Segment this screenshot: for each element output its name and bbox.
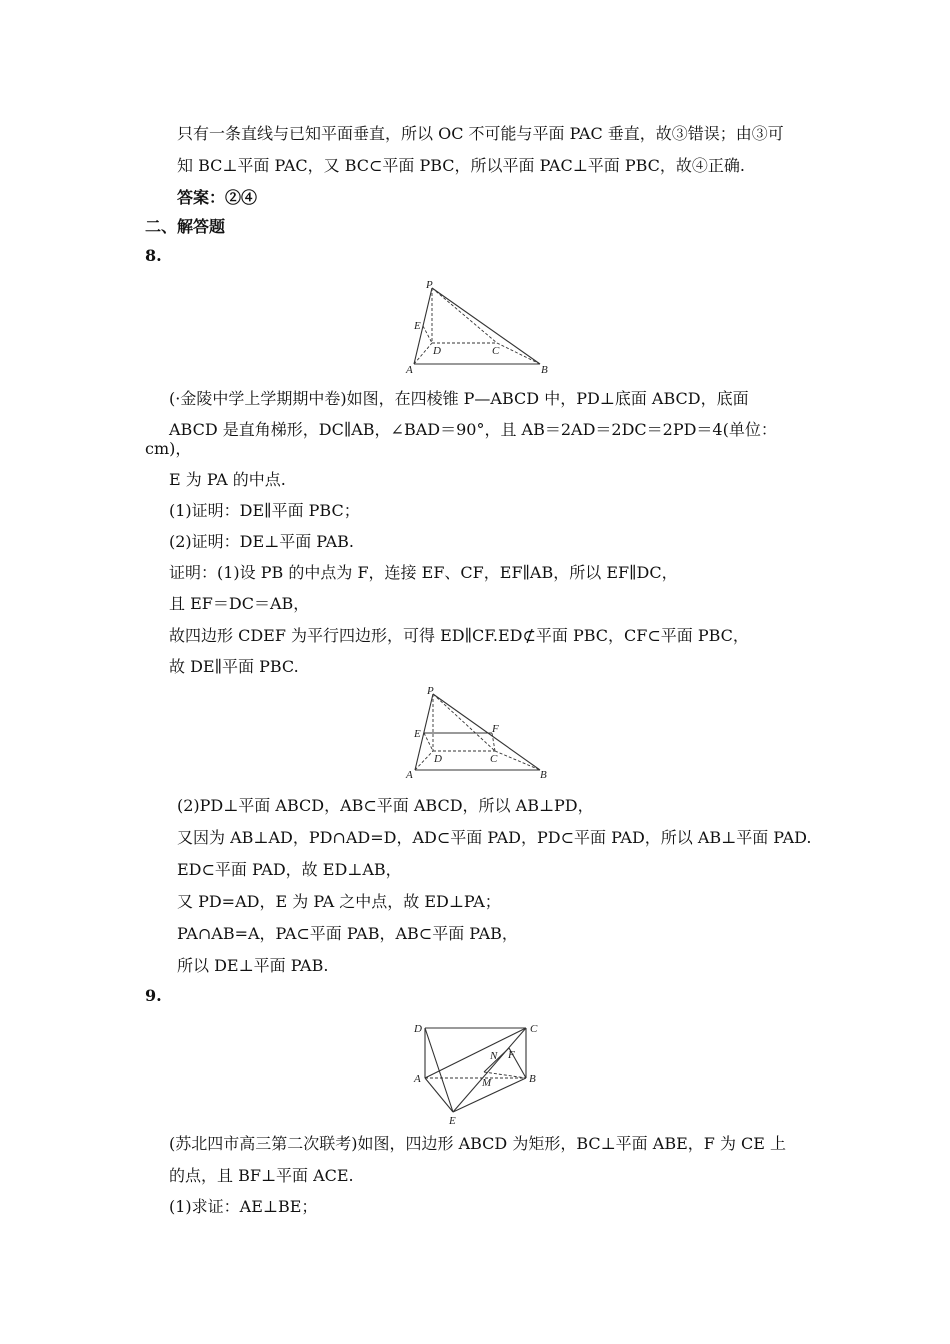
label-e: E [414,320,421,332]
pyramid-figure-2 [400,683,560,783]
label-c: C [530,1023,538,1035]
label-d: D [434,753,442,765]
label-p: P [426,279,433,291]
proof-line-1: 证明：(1)设 PB 的中点为 F，连接 EF、CF，EF∥AB，所以 EF∥DC， [169,563,678,582]
problem-9-statement-1: (苏北四市高三第二次联考)如图，四边形 ABCD 为矩形，BC⊥平面 ABE，F 为 CE 上 [169,1134,787,1153]
label-a: A [406,364,413,376]
proof2-line-1: (2)PD⊥平面 ABCD，AB⊂平面 ABCD，所以 AB⊥PD， [177,796,594,815]
label-d: D [414,1023,422,1035]
proof2-line-4: 又 PD=AD，E 为 PA 之中点，故 ED⊥PA； [177,892,501,911]
label-a: A [406,769,413,781]
problem-8-statement-4: E 为 PA 的中点. [169,470,286,489]
label-e: E [449,1115,456,1127]
label-b: B [540,769,547,781]
label-d: D [433,345,441,357]
problem-8-part-2: (2)证明：DE⊥平面 PAB. [169,532,355,551]
label-e: E [414,728,421,740]
proof-line-2: 且 EF＝DC＝AB， [169,594,310,613]
label-b: B [541,364,548,376]
problem-8-statement-3: cm)， [145,439,192,458]
problem-9-part-1: (1)求证：AE⊥BE； [169,1197,318,1216]
proof2-line-5: PA∩AB=A，PA⊂平面 PAB，AB⊂平面 PAB， [177,924,518,943]
prism-figure-3 [405,1015,555,1127]
proof-line-4: 故 DE∥平面 PBC. [169,657,299,676]
problem-8-statement-1: (·金陵中学上学期期中卷)如图，在四棱锥 P—ABCD 中，PD⊥底面 ABCD，底面 [169,389,749,408]
label-a: A [414,1073,421,1085]
proof-line-3: 故四边形 CDEF 为平行四边形，可得 ED∥CF.ED⊄平面 PBC，CF⊂平面 PBC， [169,626,749,645]
label-f: F [508,1049,515,1061]
label-f: F [492,723,499,735]
problem-9-statement-2: 的点，且 BF⊥平面 ACE. [169,1166,354,1185]
proof2-line-3: ED⊂平面 PAD，故 ED⊥AB， [177,860,402,879]
pyramid-figure-1 [400,276,560,376]
problem-8-part-1: (1)证明：DE∥平面 PBC； [169,501,360,520]
proof2-line-2: 又因为 AB⊥AD，PD∩AD=D，AD⊂平面 PAD，PD⊂平面 PAD，所以 AB⊥平面 PAD. [177,828,812,847]
label-m: M [482,1077,492,1089]
problem-number-8: 8. [145,246,162,265]
section-heading: 二、解答题 [145,217,226,236]
label-n: N [490,1050,498,1062]
label-c: C [492,345,500,357]
answer-line: 答案：②④ [177,188,258,207]
label-b: B [529,1073,536,1085]
label-p: P [427,685,434,697]
proof2-line-6: 所以 DE⊥平面 PAB. [177,956,329,975]
text-line-1: 只有一条直线与已知平面垂直，所以 OC 不可能与平面 PAC 垂直，故③错误；由③可 [177,124,784,143]
label-c: C [490,753,498,765]
problem-8-statement-2: ABCD 是直角梯形，DC∥AB，∠BAD＝90°，且 AB＝2AD＝2DC＝2PD＝4(单位： [169,420,777,439]
text-line-2: 知 BC⊥平面 PAC，又 BC⊂平面 PBC，所以平面 PAC⊥平面 PBC，故④正确. [177,156,746,175]
problem-number-9: 9. [145,986,162,1005]
